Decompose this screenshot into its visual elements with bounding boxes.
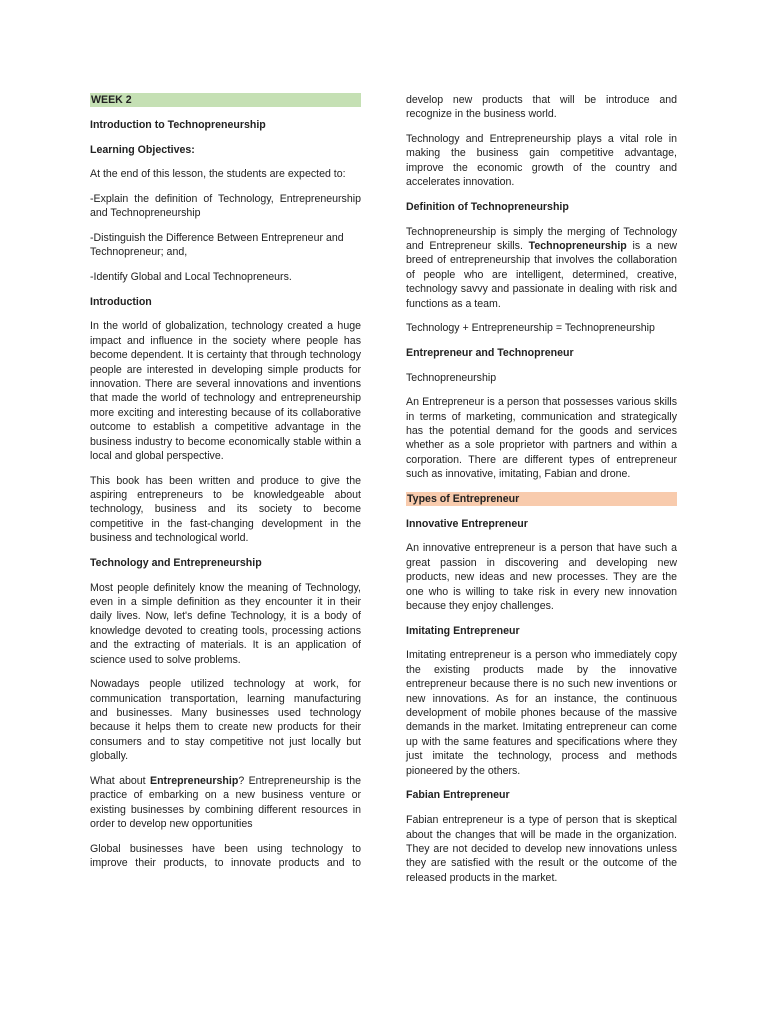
technopreneurship-subheading: Technopreneurship [406,371,497,384]
imitating-paragraph: Imitating entrepreneur is a person who immediately copy the existing products made by the innovative entrepreneur because there is no such new inventions or new innovations. As for an instance, the continuous development of mobile phones because of the massive demands in the market. Imitating entrepreneur can come up with the same features and specifications where they just imitate the technology, process and methods pioneered by the others. [406,649,677,777]
role-paragraph: Technology and Entrepreneurship plays a vital role in making the business gain competitive advantage, improve the economic growth of the country and accelerates innovation. [406,133,677,189]
text-span: What about [90,774,150,787]
lesson-title: Introduction to Technopreneurship [90,118,266,131]
innovative-paragraph: An innovative entrepreneur is a person that have such a great passion in discovering and developing new products, new ideas and new processes. They are the one who is willing to take risk in every new innovation because they enjoy challenges. [406,542,677,613]
technopreneurship-term: Technopreneurship [528,240,627,253]
definition-heading: Definition of Technopreneurship [406,200,569,213]
text-span: is a new breed of entrepreneurship that involves the collaboration of people who are intelligent, determined, creative, technology savvy and passionate in dealing with risk and functions as a team. [406,240,677,310]
technology-paragraph: Nowadays people utilized technology at work, for communication transportation, learning manufacturing and businesses. Many businesses used technology because it helps them to create new products for their consumers and to stay competitive not just locally but globally. [90,678,361,763]
fabian-heading: Fabian Entrepreneur [406,789,510,802]
right-column [406,93,677,895]
innovative-heading: Innovative Entrepreneur [406,517,528,530]
entrepreneurship-paragraph [90,774,361,832]
text-span: Technopreneurship is simply the merging of Technology and Entrepreneur skills. [406,225,677,253]
objective-item: -Distinguish the Difference Between Entrepreneur and Technopreneur; and, [90,231,344,259]
objectives-intro: At the end of this lesson, the students are expected to: [90,168,346,181]
entrepreneurship-term: Entrepreneurship [150,774,239,787]
introduction-heading: Introduction [90,295,152,308]
introduction-paragraph: This book has been written and produce to give the aspiring entrepreneurs to be knowledgeable about technology, business and its society to become competitive in the fast-changing development in the business and technological world. [90,474,361,545]
imitating-heading: Imitating Entrepreneur [406,624,520,637]
technology-paragraph: Most people definitely know the meaning of Technology, even in a simple definition as they encounter it in their daily lives. Now, let's define Technology, it is a body of knowledge devoted to creating tools, processing actions and the extracting of materials. It is an application of science used to solve problems. [90,581,361,666]
types-heading: Types of Entrepreneur [406,492,677,506]
entrepreneur-technopreneur-heading: Entrepreneur and Technopreneur [406,346,574,359]
definition-paragraph [406,225,677,311]
text-span: ? Entrepreneurship is the practice of embarking on a new business venture or existing businesses by combining different resources in order to develop new opportunities [90,774,361,831]
objective-item: -Identify Global and Local Technopreneurs. [90,270,292,283]
formula-text: Technology + Entrepreneurship = Technopreneurship [406,322,655,335]
entrepreneur-paragraph: An Entrepreneur is a person that possesses various skills in terms of marketing, communication and strategically has the potential demand for the goods and services whether as a sole proprietor with partners and within a corporation. There are different types of entrepreneur such as innovative, imitating, Fabian and drone. [406,396,677,481]
objective-item: -Explain the definition of Technology, Entrepreneurship and Technopreneurship [90,192,361,220]
objectives-heading: Learning Objectives: [90,143,195,156]
tech-entrepreneurship-heading: Technology and Entrepreneurship [90,556,262,569]
fabian-paragraph: Fabian entrepreneur is a type of person that is skeptical about the changes that will be made in the organization. They are not decided to develop new innovations unless they are satisfied with the result or the outcome of the released products in the market. [406,814,677,884]
continued-paragraph: develop new products that will be introduce and recognize in the business world. [406,94,677,121]
introduction-paragraph: In the world of globalization, technology created a huge impact and influence in the society where people has become dependent. It is certainty that through technology people are interested in developing simple products for innovation. There are several innovations and inventions that made the world of technology and entrepreneurship more exciting and interesting because of its collaborative outcome to establish a competitive advantage in the business industry to become economically stable within a local and global perspective. [90,320,361,463]
left-column [90,93,361,881]
global-business-paragraph: Global businesses have been using technology to improve their products, to innovate products and to [90,842,361,870]
week-label: WEEK 2 [90,93,361,107]
